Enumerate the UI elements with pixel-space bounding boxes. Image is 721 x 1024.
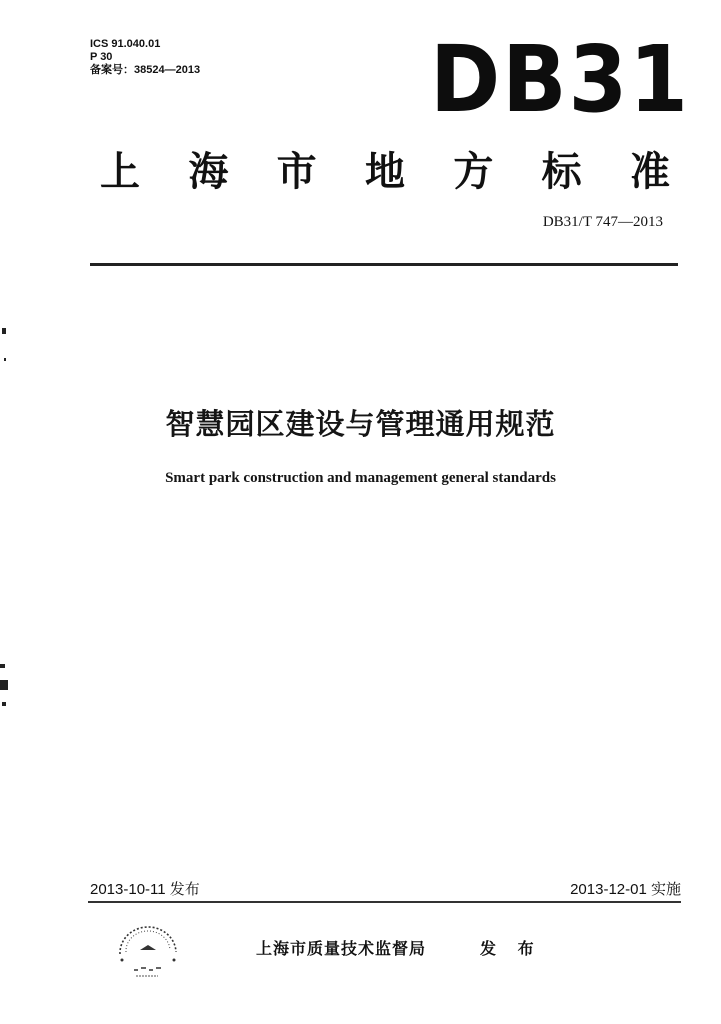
issue-action-label: 发 布 — [480, 939, 542, 958]
ccs-code: P 30 — [90, 51, 113, 63]
implementation-date: 2013-12-01 实施 — [570, 881, 681, 898]
document-title-chinese: 智慧园区建设与管理通用规范 — [165, 407, 556, 441]
standard-title-char: 标 — [541, 148, 582, 195]
scan-speck — [2, 702, 6, 706]
scan-speck — [0, 680, 8, 690]
standard-title-char: 市 — [276, 148, 317, 195]
header-divider — [90, 263, 678, 266]
issuing-authority: 上海市质量技术监督局 — [256, 939, 427, 958]
ics-code: ICS 91.040.01 — [90, 38, 161, 50]
issuer-seal-icon — [110, 918, 188, 982]
scan-speck — [0, 664, 5, 668]
document-title-english: Smart park construction and management general standards — [165, 470, 556, 486]
standard-title-char: 方 — [453, 148, 494, 195]
standard-title-char: 海 — [188, 148, 229, 195]
standard-title-char: 上 — [100, 148, 140, 195]
issue-date: 2013-10-11 发布 — [90, 881, 200, 898]
standard-type-title — [100, 140, 670, 196]
classification-codes — [90, 38, 200, 77]
standard-title-char: 准 — [629, 148, 670, 195]
standard-number: DB31/T 747—2013 — [542, 214, 663, 230]
scan-speck — [4, 358, 6, 361]
footer-divider — [88, 901, 681, 903]
db31-logo: DB31 — [430, 26, 690, 133]
record-number: 备案号：38524—2013 — [90, 64, 201, 76]
scan-speck — [2, 328, 6, 334]
standard-title-char: 地 — [364, 148, 405, 195]
